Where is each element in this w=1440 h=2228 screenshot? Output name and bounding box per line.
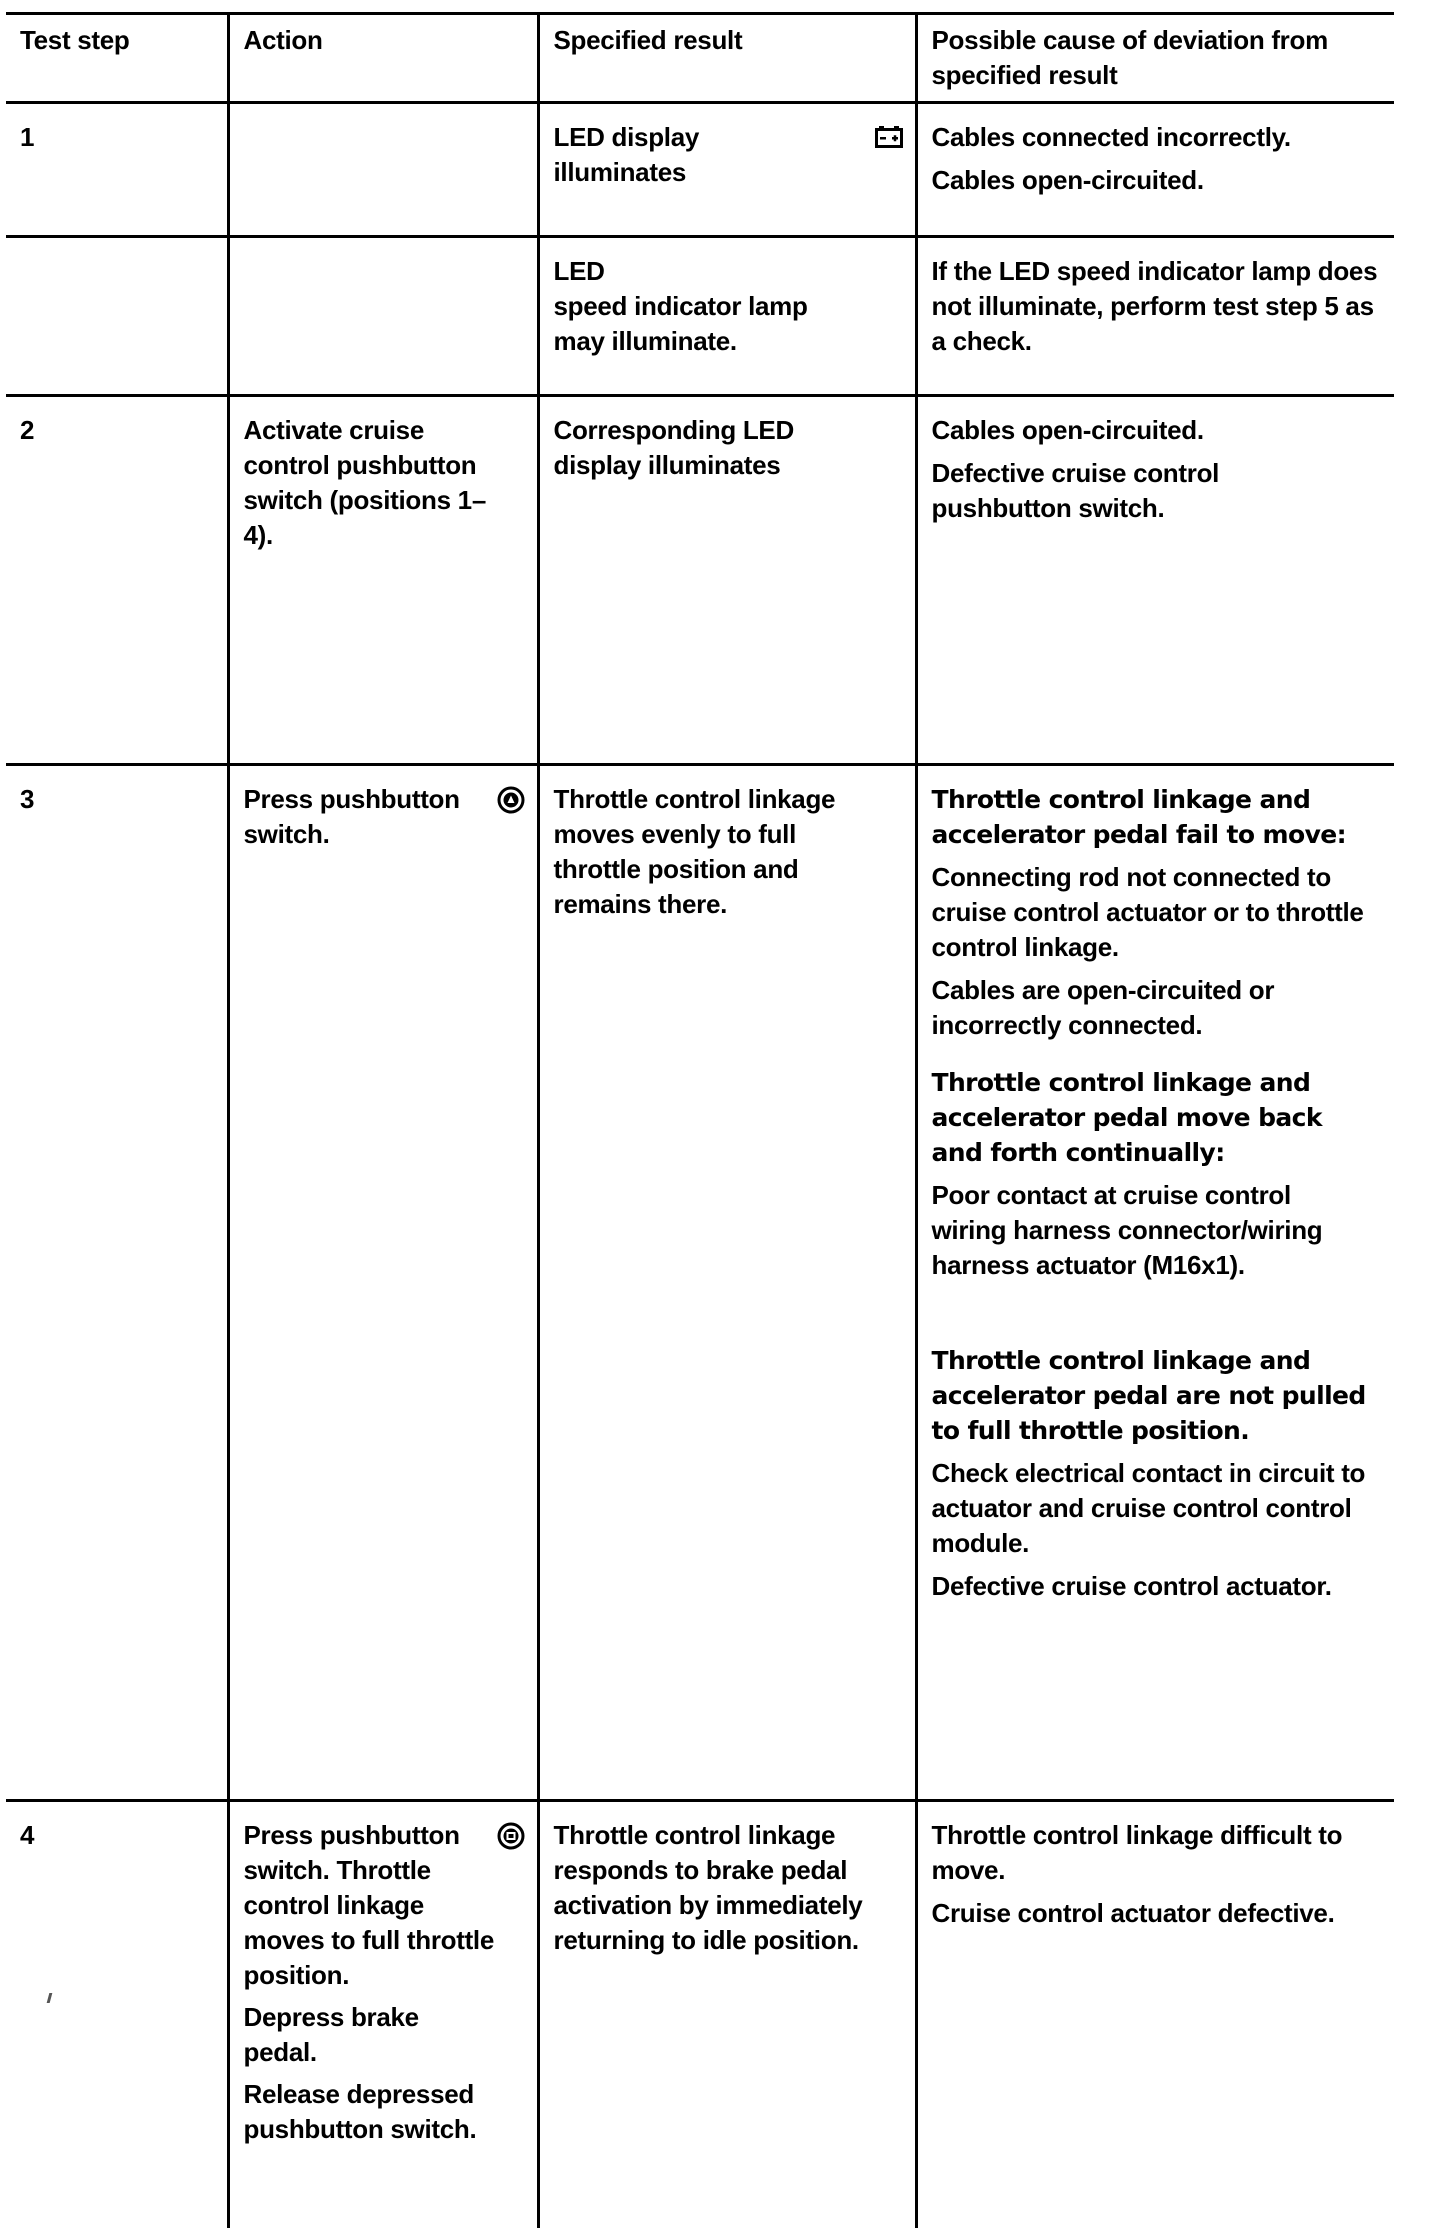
cause-text: Poor contact at cruise control wiring harness connector/wiring harness actuator (M16x1). — [932, 1178, 1372, 1283]
test-step-number: 4 — [6, 1801, 228, 2228]
action-text: Depress brake pedal. — [244, 2000, 444, 2070]
result-text: LED — [554, 254, 903, 289]
action-text: Press pushbutton switch. Throttle control linkage moves to full throttle position. — [244, 1818, 497, 1993]
cause-text: Connecting rod not connected to cruise control actuator or to throttle control linkage. — [932, 860, 1383, 965]
cause-cell — [916, 765, 1394, 1801]
table-row — [6, 237, 1394, 396]
test-step-number: 3 — [6, 765, 228, 1801]
cause-text: Defective cruise control pushbutton switch. — [932, 456, 1262, 526]
table-row — [6, 1801, 1394, 2228]
action-cell — [228, 396, 538, 765]
cause-text: If the LED speed indicator lamp does not illuminate, perform test step 5 as a check. — [932, 254, 1383, 359]
cause-cell — [916, 237, 1394, 396]
action-cell — [228, 1801, 538, 2228]
cause-text: Throttle control linkage difficult to move. — [932, 1818, 1382, 1888]
memory-button-icon — [497, 1822, 525, 1850]
cause-text: Cables open-circuited. — [932, 413, 1383, 448]
result-cell — [538, 396, 916, 765]
cause-cell — [916, 396, 1394, 765]
result-text: speed indicator lamp may illuminate. — [554, 289, 854, 359]
cause-text: Defective cruise control actuator. — [932, 1569, 1383, 1604]
test-step-number: 2 — [6, 396, 228, 765]
result-cell — [538, 103, 916, 237]
cause-heading: Throttle control linkage and accelerator pedal fail to move: — [932, 782, 1383, 852]
table-row — [6, 765, 1394, 1801]
accelerate-button-icon — [497, 786, 525, 814]
test-step-number — [6, 237, 228, 396]
cause-heading: Throttle control linkage and accelerator pedal are not pulled to full throttle position. — [932, 1343, 1383, 1448]
cause-text: Cruise control actuator defective. — [932, 1896, 1383, 1931]
cause-text: Check electrical contact in circuit to actuator and cruise control control module. — [932, 1456, 1383, 1561]
battery-icon — [875, 126, 903, 148]
table-header-row — [6, 14, 1394, 103]
action-cell — [228, 765, 538, 1801]
action-text: Activate cruise control pushbutton switch (positions 1–4). — [244, 413, 504, 553]
test-procedure-table — [6, 12, 1394, 2228]
action-cell — [228, 237, 538, 396]
test-step-number: 1 — [6, 103, 228, 237]
table-row — [6, 396, 1394, 765]
cause-heading: Throttle control linkage and accelerator pedal move back and forth continually: — [932, 1065, 1362, 1170]
result-cell — [538, 1801, 916, 2228]
table-row — [6, 103, 1394, 237]
cause-cell — [916, 103, 1394, 237]
action-text: Release depressed pushbutton switch. — [244, 2077, 504, 2147]
result-text: Throttle control linkage moves evenly to full throttle position and remains there. — [554, 782, 874, 922]
cause-text: Cables connected incorrectly. — [932, 120, 1383, 155]
action-cell — [228, 103, 538, 237]
header-action: Action — [228, 14, 538, 103]
header-possible-cause: Possible cause of deviation from specified result — [916, 14, 1394, 103]
action-text: Press pushbutton switch. — [244, 782, 497, 852]
cause-text: Cables are open-circuited or incorrectly connected. — [932, 973, 1322, 1043]
cause-text: Cables open-circuited. — [932, 163, 1383, 198]
result-text: Corresponding LED display illuminates — [554, 413, 834, 483]
header-specified-result: Specified result — [538, 14, 916, 103]
result-cell — [538, 765, 916, 1801]
result-cell — [538, 237, 916, 396]
header-test-step: Test step — [6, 14, 228, 103]
cause-cell — [916, 1801, 1394, 2228]
result-text: LED display illuminates — [554, 120, 774, 190]
result-text: Throttle control linkage responds to brake pedal activation by immediately returning to idle position. — [554, 1818, 903, 1958]
